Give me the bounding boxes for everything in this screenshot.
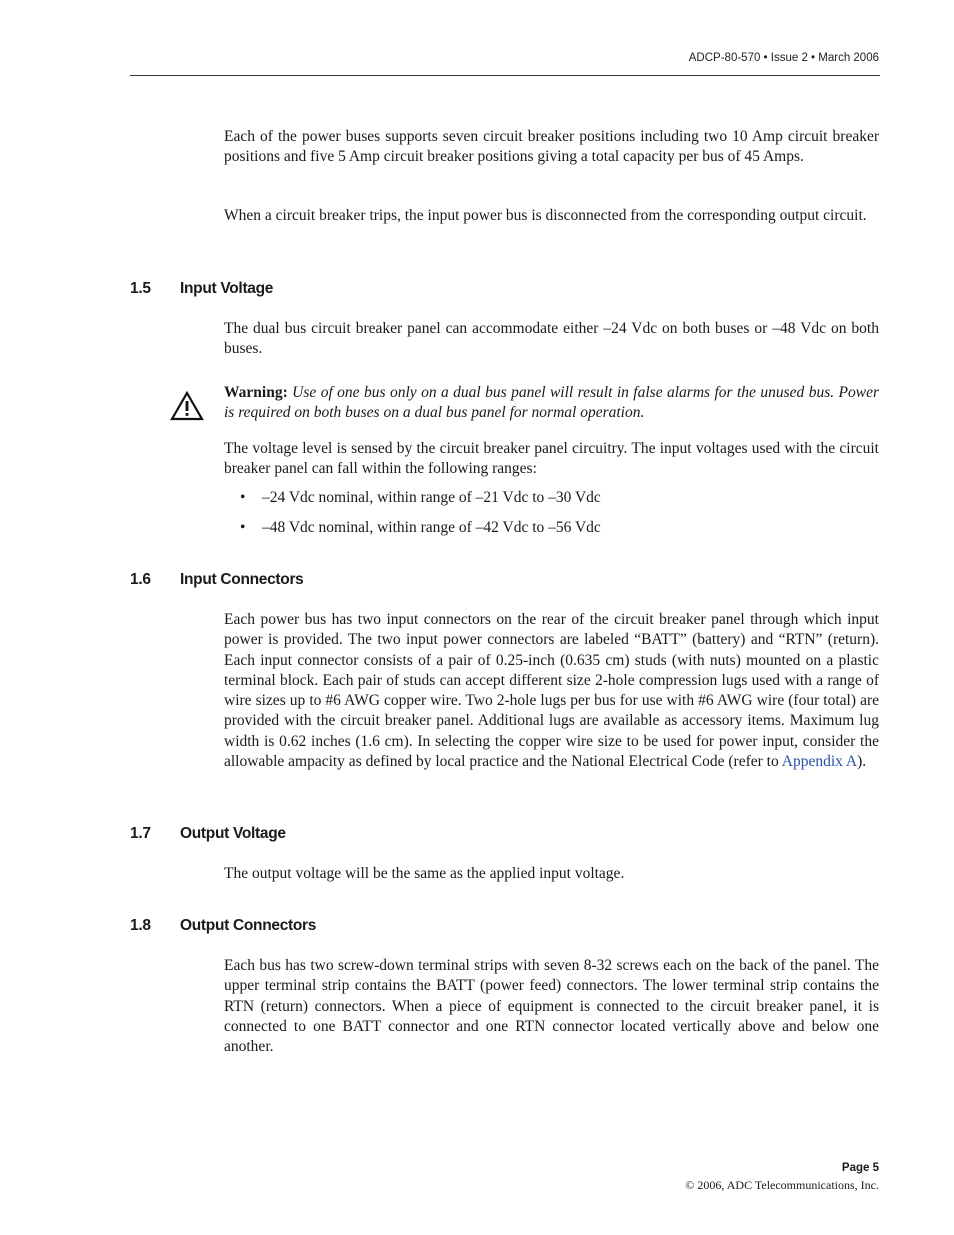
section-title: Input Connectors [180, 571, 304, 588]
intro-paragraph-1: Each of the power buses supports seven circuit breaker positions including two 10 Amp circuit breaker positions and five 5 Amp circuit breaker positions giving a total capacity per bus of 45 Amps. [224, 128, 879, 166]
list-item: • –48 Vdc nominal, within range of –42 Vdc to –56 Vdc [240, 519, 601, 536]
section-1-8-heading [130, 917, 316, 935]
warning-label: Warning: [224, 384, 288, 401]
section-1-5-paragraph-1: The dual bus circuit breaker panel can accommodate either –24 Vdc on both buses or –48 Vdc on both buses. [224, 320, 879, 358]
header-doc-id: ADCP-80-570 • Issue 2 • March 2006 [688, 52, 879, 64]
footer-page-number: Page 5 [841, 1162, 879, 1174]
section-number: 1.7 [130, 825, 151, 842]
appendix-a-link[interactable]: Appendix A [781, 753, 858, 771]
section-1-6-paragraph-1: Each power bus has two input connectors on the rear of the circuit breaker panel through which input power is provided. The two input power connectors are labeled “BATT” (battery) and “RTN” (return). Each input connector consists of a pair of 0.25-inch (0.635 cm) studs (with nuts) mounted on a plastic terminal block. Each pair of studs can accept different size 2-hole compression lugs used with a range of wire sizes up to #6 AWG copper wire. Two 2-hole lugs per bus for use with #6 AWG wire (four total) are provided with the circuit breaker panel. Additional lugs are available as accessory items. Maximum lug width is 0.62 inches (1.6 cm). In selecting the copper wire size to be used for power input, consider the allowable ampacity as defined by local practice and the National Electrical Code (refer to Appendix A). [224, 611, 879, 771]
section-title: Output Connectors [180, 917, 317, 934]
intro-paragraph-2: When a circuit breaker trips, the input power bus is disconnected from the corresponding output circuit. [224, 207, 867, 224]
section-title: Input Voltage [180, 280, 274, 297]
section-1-5-paragraph-2: The voltage level is sensed by the circuit breaker panel circuitry. The input voltages used with the circuit breaker panel can fall within the following ranges: [224, 440, 879, 478]
section-1-5-heading [130, 280, 273, 298]
section-1-7-heading [130, 825, 286, 843]
section-number: 1.5 [130, 280, 151, 297]
list-item: • –24 Vdc nominal, within range of –21 Vdc to –30 Vdc [240, 489, 601, 506]
footer-copyright: © 2006, ADC Telecommunications, Inc. [685, 1178, 879, 1192]
section-number: 1.6 [130, 571, 151, 588]
section-number: 1.8 [130, 917, 151, 934]
section-1-6-heading [130, 571, 304, 589]
section-1-7-paragraph-1: The output voltage will be the same as the applied input voltage. [224, 865, 625, 882]
warning-triangle-icon [170, 391, 204, 421]
warning-text: Use of one bus only on a dual bus panel will result in false alarms for the unused bus. Power is required on both buses on a dual bus panel for normal operation. [224, 384, 880, 422]
header-rule [130, 75, 880, 76]
warning-note [224, 383, 879, 424]
section-1-8-paragraph-1: Each bus has two screw-down terminal strips with seven 8-32 screws each on the back of the panel. The upper terminal strip contains the BATT (power feed) connectors. The lower terminal strip contains the RTN (return) connectors. When a piece of equipment is connected to the circuit breaker panel, it is connected to one BATT connector and one RTN connector located vertically above and below one another. [224, 957, 879, 1056]
section-title: Output Voltage [180, 825, 286, 842]
